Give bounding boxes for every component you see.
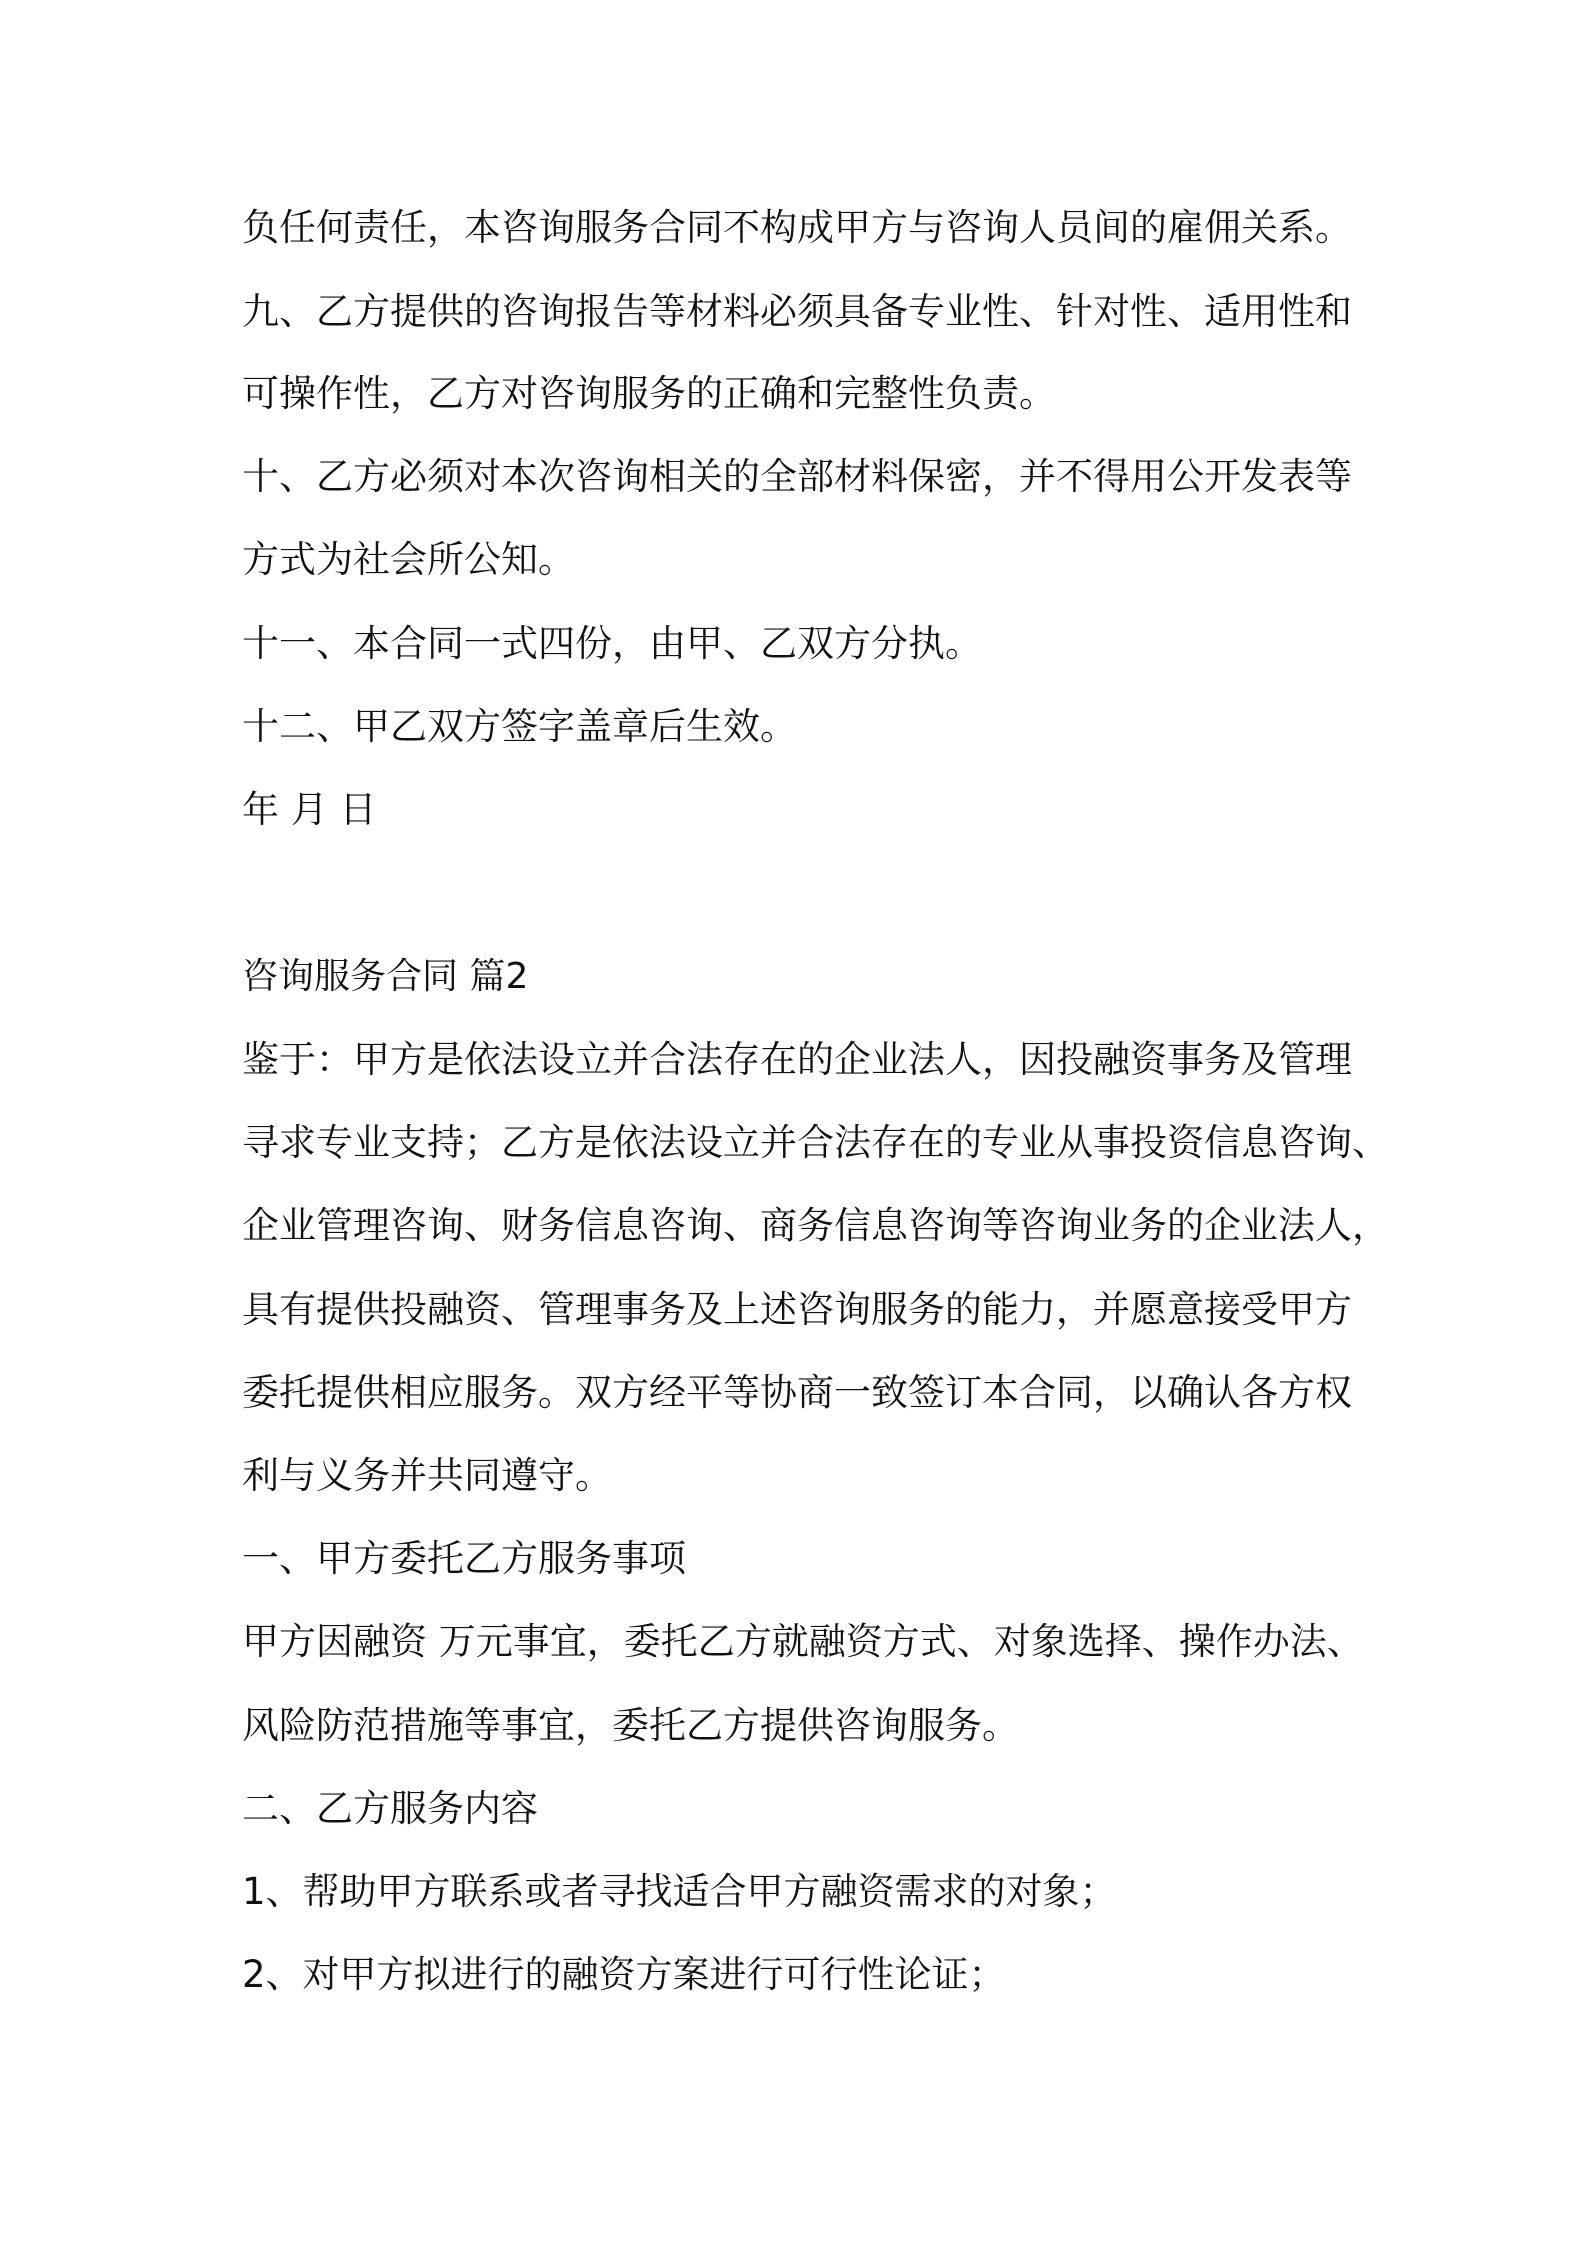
item-one-line-2: 风险防范措施等事宜，委托乙方提供咨询服务。 <box>242 1704 1019 1747</box>
preamble-line-1: 鉴于：甲方是依法设立并合法存在的企业法人，因投融资事务及管理 <box>242 1038 1352 1081</box>
preamble-line-6: 利与义务并共同遵守。 <box>242 1454 612 1497</box>
preamble-line-2: 寻求专业支持；乙方是依法设立并合法存在的专业从事投资信息咨询、 <box>242 1121 1389 1164</box>
clause-nine-line-2: 可操作性，乙方对咨询服务的正确和完整性负责。 <box>242 372 1056 415</box>
clause-nine-line-1: 九、乙方提供的咨询报告等材料必须具备专业性、针对性、适用性和 <box>242 290 1352 333</box>
preamble-line-3: 企业管理咨询、财务信息咨询、商务信息咨询等咨询业务的企业法人， <box>242 1204 1389 1247</box>
preamble-line-5: 委托提供相应服务。双方经平等协商一致签订本合同，以确认各方权 <box>242 1371 1352 1414</box>
clause-twelve: 十二、甲乙双方签字盖章后生效。 <box>242 705 797 748</box>
preamble-line-4: 具有提供投融资、管理事务及上述咨询服务的能力，并愿意接受甲方 <box>242 1288 1352 1331</box>
clause-ten-line-1: 十、乙方必须对本次咨询相关的全部材料保密，并不得用公开发表等 <box>242 455 1352 498</box>
service-item-1: 1、帮助甲方联系或者寻找适合甲方融资需求的对象； <box>242 1870 1117 1913</box>
item-one-line-1: 甲方因融资 万元事宜，委托乙方就融资方式、对象选择、操作办法、 <box>242 1620 1364 1663</box>
date-line: 年 月 日 <box>242 788 377 831</box>
heading-two: 二、乙方服务内容 <box>242 1787 538 1830</box>
section-title: 咨询服务合同 篇2 <box>242 956 529 997</box>
heading-one: 一、甲方委托乙方服务事项 <box>242 1537 686 1580</box>
paragraph-line: 负任何责任，本咨询服务合同不构成甲方与咨询人员间的雇佣关系。 <box>242 206 1352 249</box>
service-item-2: 2、对甲方拟进行的融资方案进行可行性论证； <box>242 1953 1006 1996</box>
clause-eleven: 十一、本合同一式四份，由甲、乙双方分执。 <box>242 622 982 665</box>
clause-ten-line-2: 方式为社会所公知。 <box>242 538 575 581</box>
